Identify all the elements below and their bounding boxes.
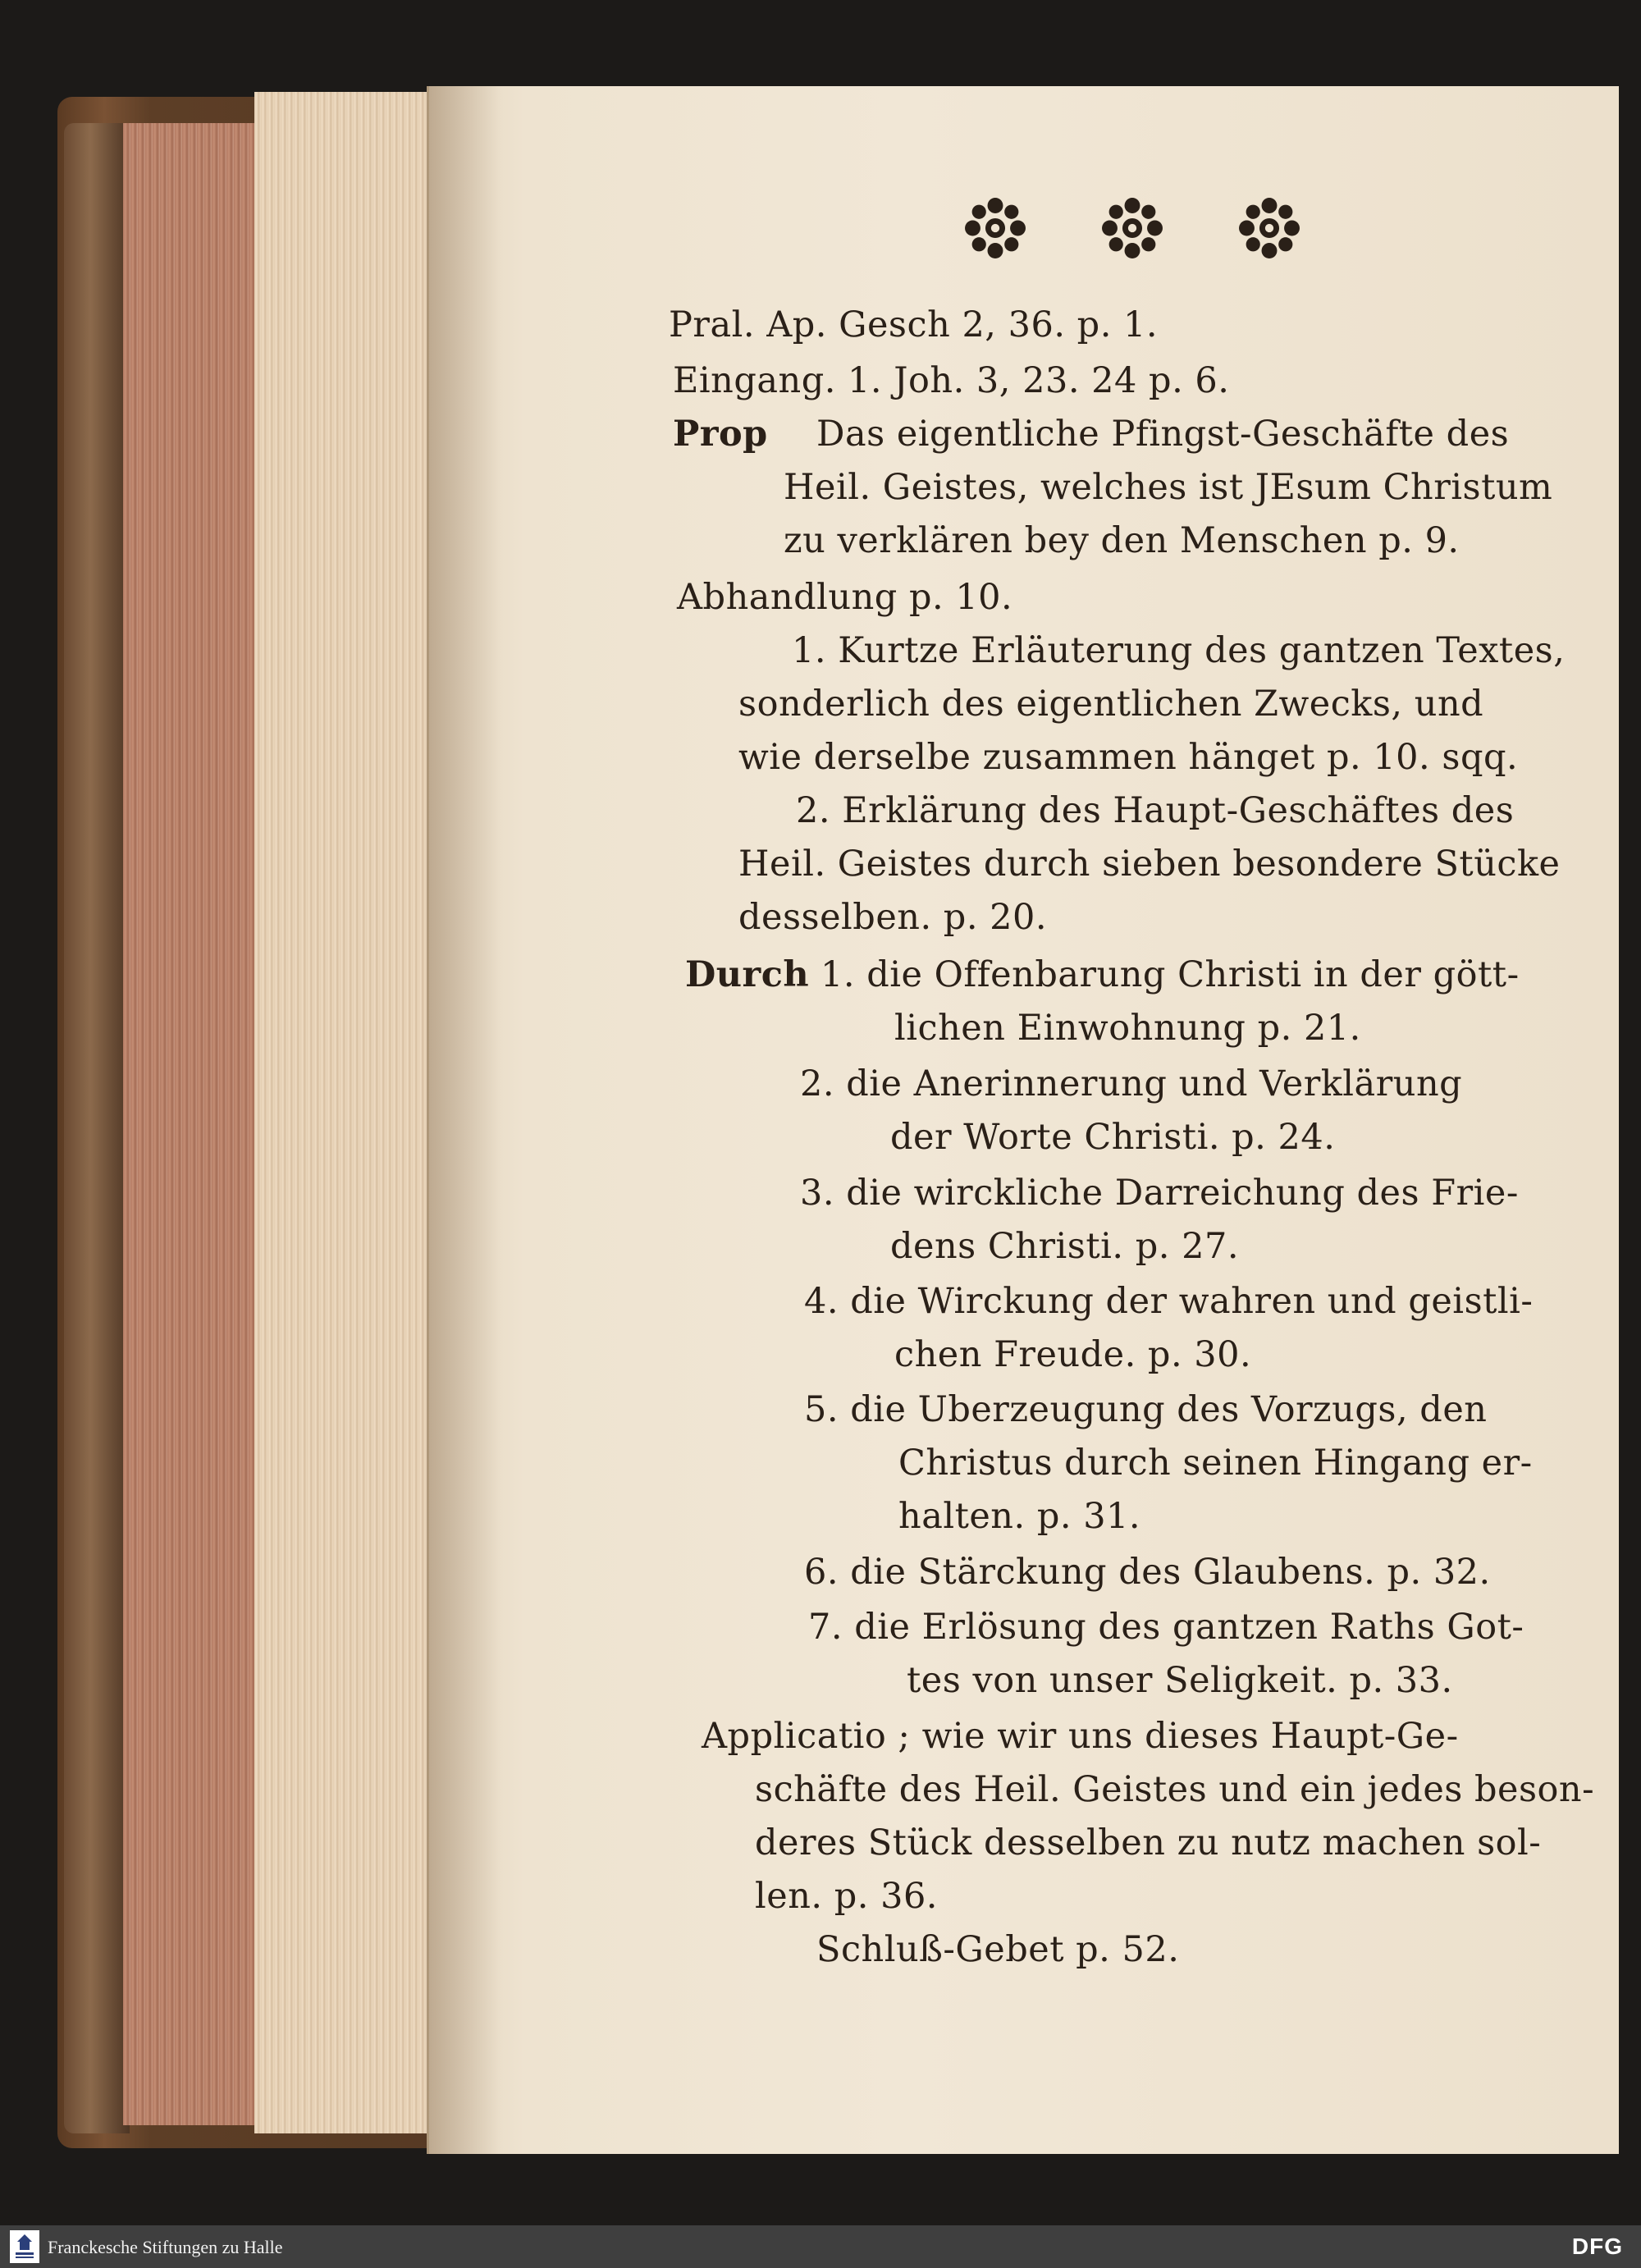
text-line: 5. die Uberzeugung des Vorzugs, den: [804, 1389, 1488, 1430]
dfg-logo: DFG: [1571, 2234, 1623, 2259]
footer-bar: [0, 2225, 1641, 2268]
text-line: tes von unser Seligkeit. p. 33.: [907, 1660, 1453, 1701]
text-line: Eingang. 1. Joh. 3, 23. 24 p. 6.: [673, 360, 1230, 401]
text-line: Christus durch seinen Hingang er-: [898, 1443, 1533, 1484]
text-line: sonderlich des eigentlichen Zwecks, und: [738, 684, 1484, 725]
text-line: lichen Einwohnung p. 21.: [894, 1008, 1361, 1049]
text-line: Abhandlung p. 10.: [677, 577, 1013, 618]
text-line: 1. Kurtze Erläuterung des gantzen Textes,: [792, 630, 1566, 671]
institution-logo-icon: [10, 2230, 39, 2263]
text-line: zu verklären bey den Menschen p. 9.: [784, 520, 1460, 561]
text-line: halten. p. 31.: [898, 1496, 1141, 1537]
text-line: der Worte Christi. p. 24.: [890, 1117, 1336, 1158]
text-line: 1. die Offenbarung Christi in der gött-: [820, 954, 1520, 995]
text-line: Pral. Ap. Gesch 2, 36. p. 1.: [669, 304, 1159, 345]
text-line: 3. die wirckliche Darreichung des Frie-: [800, 1173, 1519, 1214]
text-line: wie derselbe zusammen hänget p. 10. sqq.: [738, 737, 1519, 778]
text-line-label: Prop: [673, 414, 768, 455]
text-line: schäfte des Heil. Geistes und ein jedes beson-: [755, 1769, 1595, 1810]
text-line: desselben. p. 20.: [738, 897, 1048, 938]
text-line-label: Durch: [685, 954, 810, 995]
institution-name: Franckesche Stiftungen zu Halle: [48, 2237, 283, 2257]
text-line: Heil. Geistes durch sieben besondere Stücke: [738, 844, 1561, 885]
text-line: deres Stück desselben zu nutz machen sol-: [755, 1822, 1542, 1863]
text-line: Das eigentliche Pfingst-Geschäfte des: [816, 414, 1510, 455]
text-line: 7. die Erlösung des gantzen Raths Got-: [808, 1607, 1524, 1648]
text-line: dens Christi. p. 27.: [890, 1226, 1239, 1267]
text-line: 2. Erklärung des Haupt-Geschäftes des: [796, 790, 1515, 831]
text-line: Heil. Geistes, welches ist JEsum Christum: [784, 467, 1553, 508]
text-line: 6. die Stärckung des Glaubens. p. 32.: [804, 1552, 1491, 1593]
text-line: Schluß-Gebet p. 52.: [816, 1929, 1180, 1970]
text-line: Applicatio ; wie wir uns dieses Haupt-Ge-: [702, 1716, 1459, 1757]
text-line: 4. die Wirckung der wahren und geistli-: [804, 1281, 1534, 1322]
text-line: len. p. 36.: [755, 1876, 938, 1917]
text-line: 2. die Anerinnerung und Verklärung: [800, 1063, 1463, 1104]
text-line: chen Freude. p. 30.: [894, 1334, 1252, 1375]
